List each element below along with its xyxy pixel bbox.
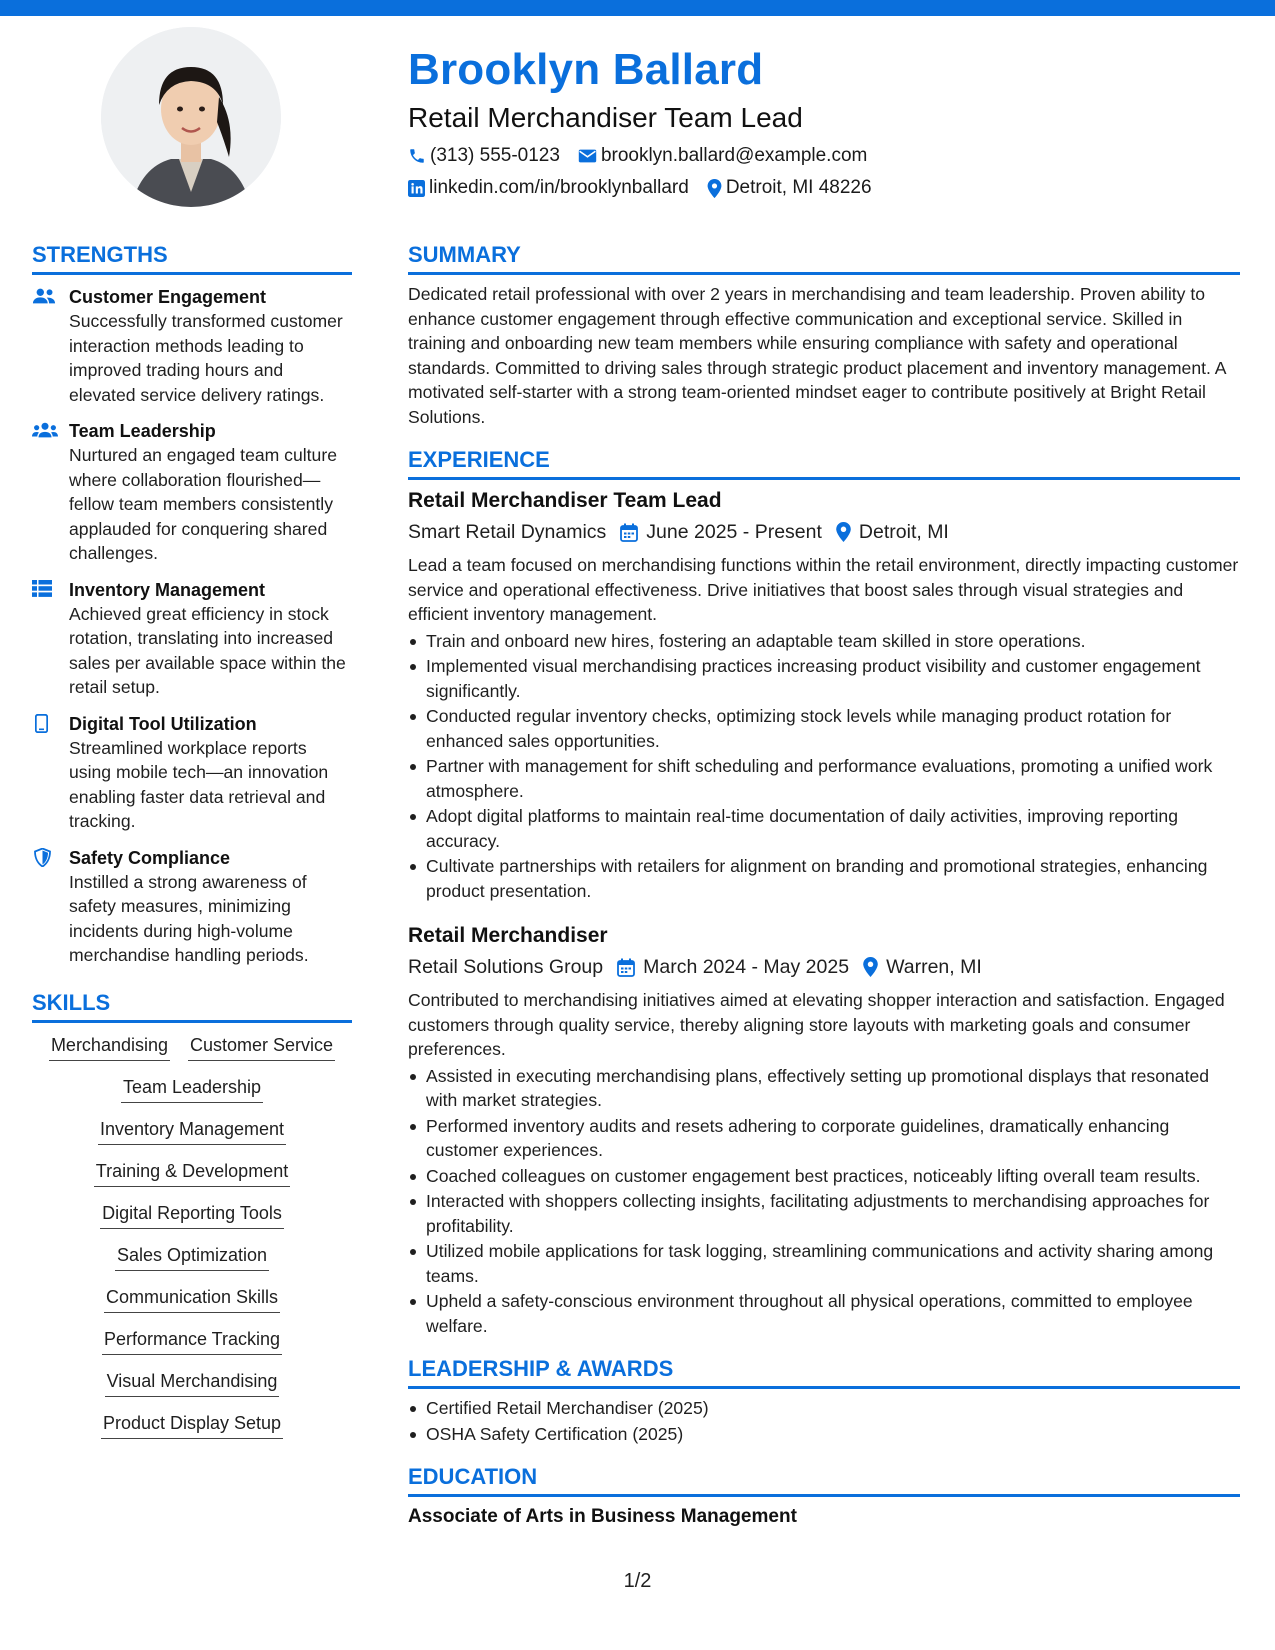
strength-item [32, 285, 352, 407]
job-bullet: Interacted with shoppers collecting insights, facilitating adjustments to merchandising approaches for profitability. [408, 1189, 1240, 1238]
award-item: Certified Retail Merchandiser (2025) [408, 1396, 1240, 1421]
skill-tag: Merchandising [49, 1033, 170, 1061]
strength-desc: Successfully transformed customer interaction methods leading to improved trading hours and elevated service delivery ratings. [69, 311, 343, 405]
strength-title: Team Leadership [69, 421, 216, 441]
job-location [863, 952, 982, 982]
skill-tag: Product Display Setup [101, 1411, 283, 1439]
strength-title: Inventory Management [69, 579, 266, 600]
strength-title: Digital Tool Utilization [69, 713, 257, 734]
strength-title: Safety Compliance [69, 847, 231, 868]
mobile-icon [35, 714, 48, 733]
award-item: OSHA Safety Certification (2025) [408, 1422, 1240, 1447]
strength-desc: Streamlined workplace reports using mobile tech—an innovation enabling faster data retrieval and tracking. [69, 737, 329, 831]
calendar-icon [620, 523, 638, 542]
email-text[interactable]: brooklyn.ballard@example.com [600, 145, 868, 166]
strength-desc: Nurtured an engaged team culture where collaboration flourished—fellow team members consistently applauded for conquering shared challenges. [69, 445, 337, 563]
job-bullet: Implemented visual merchandising practices increasing product visibility and customer engagement significantly. [408, 654, 1240, 703]
job-bullet: Train and onboard new hires, fostering an adaptable team skilled in store operations. [408, 629, 1240, 654]
skill-tag: Digital Reporting Tools [100, 1201, 284, 1229]
calendar-icon [617, 958, 635, 977]
summary-text: Dedicated retail professional with over 2 years in merchandising and team leadership. Proven ability to enhance customer engagement through effective communication and exceptional service. Skilled in training and onboarding new team members while ensuring compliance with safety and operational standards. Committed to driving sales through strategic product placement and inventory management. A motivated self-starter with a strong team-oriented mindset eager to contribute positively at Bright Retail Solutions. [408, 284, 1226, 427]
job-bullet: Adopt digital platforms to maintain real-time documentation of daily activities, improving reporting accuracy. [408, 804, 1240, 853]
map-pin-icon [836, 522, 851, 542]
strength-desc: Instilled a strong awareness of safety measures, minimizing incidents during high-volume merchandise handling periods. [69, 871, 309, 965]
contact-linkedin[interactable] [408, 176, 689, 200]
education-heading: EDUCATION [408, 1462, 1240, 1497]
job-bullet: Partner with management for shift scheduling and performance evaluations, promoting a unified work atmosphere. [408, 754, 1240, 803]
map-pin-icon [863, 957, 878, 977]
top-accent-bar [0, 0, 1275, 16]
shield-icon [34, 848, 51, 867]
job-bullet: Conducted regular inventory checks, optimizing stock levels while managing product rotation for enhanced sales opportunities. [408, 704, 1240, 753]
phone-text: (313) 555-0123 [430, 145, 560, 166]
job-entry [408, 487, 1240, 903]
skills-heading: SKILLS [32, 988, 352, 1023]
users-icon [32, 287, 56, 305]
job-bullet: Coached colleagues on customer engagement best practices, noticeably lifting overall team results. [408, 1164, 1240, 1189]
job-bullet: Cultivate partnerships with retailers for alignment on branding and promotional strategies, enhancing product presentation. [408, 854, 1240, 903]
strength-item [32, 578, 352, 700]
job-company: Retail Solutions Group [408, 956, 604, 978]
awards-list [408, 1396, 1240, 1446]
skill-tag: Communication Skills [104, 1285, 280, 1313]
skill-tag: Customer Service [188, 1033, 335, 1061]
envelope-icon [578, 148, 597, 164]
strength-title: Customer Engagement [69, 287, 267, 307]
job-description: Contributed to merchandising initiatives aimed at elevating shopper interaction and satisfaction. Engaged customers through quality service, thereby aligning store layouts with marketing goals and consumer preferences. [408, 990, 1225, 1059]
skill-tag: Training & Development [94, 1159, 290, 1187]
right-column [408, 240, 1240, 1530]
contact-phone [408, 144, 560, 168]
job-title: Retail Merchandiser [408, 924, 608, 947]
job-location-text: Warren, MI [886, 956, 982, 978]
skill-tag: Visual Merchandising [105, 1369, 280, 1397]
linkedin-icon [408, 180, 425, 197]
skill-tag: Performance Tracking [102, 1327, 282, 1355]
candidate-name: Brooklyn Ballard [408, 45, 764, 94]
experience-heading: EXPERIENCE [408, 445, 1240, 480]
job-dates [620, 517, 822, 547]
job-company: Smart Retail Dynamics [408, 521, 607, 543]
job-description: Lead a team focused on merchandising functions within the retail environment, directly impacting customer service and operational effectiveness. Drive initiatives that boost sales through visual strategies and efficient inventory management. [408, 555, 1239, 624]
skill-tag: Inventory Management [98, 1117, 286, 1145]
location-text: Detroit, MI 48226 [725, 177, 872, 198]
contact-email[interactable] [578, 144, 867, 168]
strength-item [32, 712, 352, 834]
strength-desc: Achieved great efficiency in stock rotation, translating into increased sales per available space within the retail setup. [69, 603, 346, 697]
resume-header [408, 40, 1248, 200]
job-bullet: Upheld a safety-conscious environment throughout all physical operations, committed to employee welfare. [408, 1289, 1240, 1338]
strength-item [32, 846, 352, 968]
contact-row-1 [408, 144, 1248, 168]
job-dates-text: March 2024 - May 2025 [643, 956, 850, 978]
page-number: 1/2 [623, 1570, 652, 1592]
job-meta [408, 952, 1240, 982]
skills-list [32, 1033, 352, 1439]
job-location [836, 517, 949, 547]
job-meta [408, 517, 1240, 547]
candidate-role: Retail Merchandiser Team Lead [408, 102, 803, 133]
job-dates [617, 952, 849, 982]
profile-photo [101, 27, 281, 207]
summary-heading: SUMMARY [408, 240, 1240, 275]
job-bullet: Utilized mobile applications for task logging, streamlining communications and activity sharing among teams. [408, 1239, 1240, 1288]
job-entry [408, 922, 1240, 1338]
job-bullets [408, 629, 1240, 904]
job-bullets [408, 1064, 1240, 1339]
job-dates-text: June 2025 - Present [646, 521, 822, 543]
contact-location [707, 176, 872, 200]
education-degree: Associate of Arts in Business Management [408, 1506, 797, 1527]
map-pin-icon [707, 179, 722, 198]
list-icon [32, 580, 52, 597]
left-column [32, 240, 352, 1453]
skill-tag: Sales Optimization [115, 1243, 269, 1271]
job-location-text: Detroit, MI [858, 521, 949, 543]
team-icon [32, 421, 58, 439]
strength-item [32, 419, 352, 566]
job-bullet: Assisted in executing merchandising plans, effectively setting up promotional displays that resonated with market strategies. [408, 1064, 1240, 1113]
skill-tag: Team Leadership [121, 1075, 263, 1103]
awards-heading: LEADERSHIP & AWARDS [408, 1354, 1240, 1389]
strengths-heading: STRENGTHS [32, 240, 352, 275]
job-bullet: Performed inventory audits and resets adhering to corporate guidelines, dramatically enhancing customer experiences. [408, 1114, 1240, 1163]
linkedin-text[interactable]: linkedin.com/in/brooklynballard [429, 177, 689, 198]
contact-row-2 [408, 176, 1248, 200]
phone-icon [408, 147, 426, 165]
job-title: Retail Merchandiser Team Lead [408, 489, 722, 512]
